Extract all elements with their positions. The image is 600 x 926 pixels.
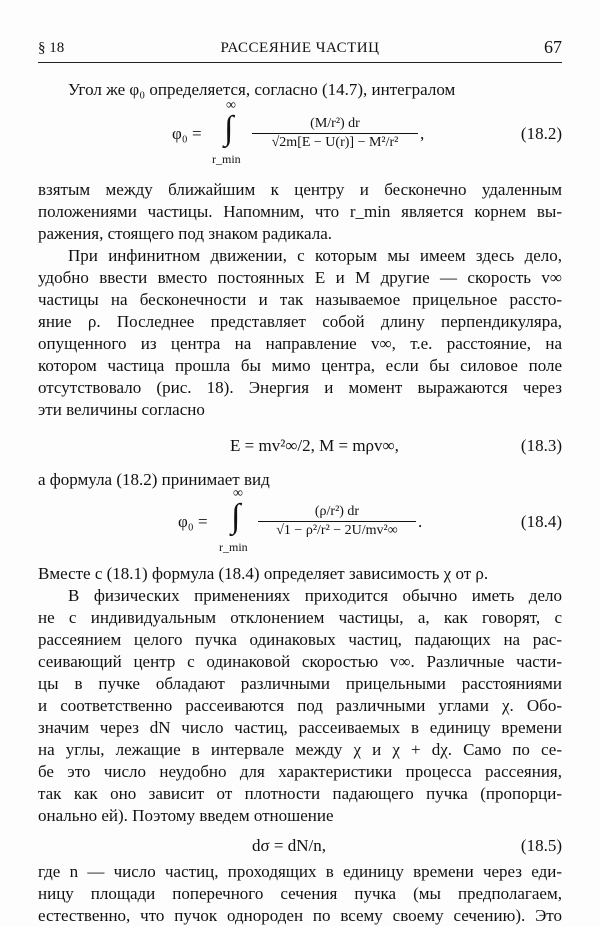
- paragraph-3-line: частицы на бесконечности и так называемое прицельное рассто-: [38, 290, 562, 309]
- eq-18-4-denominator: √1 − ρ²/r² − 2U/mv²∞: [276, 523, 398, 538]
- page-number: 67: [544, 37, 562, 57]
- paragraph-7-line: естественно, что пучок однороден по всему своему сечению). Это: [38, 906, 562, 925]
- integral-sign: ∫: [224, 110, 234, 147]
- paragraph-1-intro: Угол же φ₀ определяется, согласно (14.7), интегралом: [68, 80, 456, 99]
- eq-18-4-number: (18.4): [520, 512, 562, 531]
- eq-18-4-upper-limit: ∞: [233, 486, 243, 501]
- eq-18-4-fraction: [258, 504, 416, 539]
- paragraph-3-line: котором частица прошла бы мимо центра, если бы силовое поле: [38, 356, 562, 375]
- eq-18-4-numerator: (ρ/r²) dr: [258, 504, 416, 522]
- eq-18-5-formula: dσ = dN/n,: [252, 836, 327, 855]
- paragraph-4-intro: а формула (18.2) принимает вид: [38, 470, 270, 489]
- eq-18-2-lhs: φ₀ =: [172, 124, 202, 143]
- paragraph-2-line: ражения, стоящего под знаком радикала.: [38, 224, 333, 243]
- paragraph-6-line: В физических применениях приходится обычно иметь дело: [68, 586, 562, 605]
- paragraph-3-line: отсутствовало (рис. 18). Энергия и момент выражаются через: [38, 378, 562, 397]
- eq-18-4-trail: .: [418, 512, 423, 531]
- eq-18-4-lower-limit: r_min: [219, 540, 248, 554]
- eq-18-3-formula: E = mv²∞/2, M = mρv∞,: [230, 436, 399, 455]
- paragraph-3-line: опущенного из центра на направление v∞, т.е. расстояние, на: [38, 334, 562, 353]
- paragraph-6-line: значим через dN число частиц, рассеиваемых в единицу времени: [38, 718, 562, 737]
- paragraph-3-line: яние ρ. Последнее представляет собой длину перпендикуляра,: [38, 312, 562, 331]
- integral-sign: ∫: [231, 498, 241, 535]
- chapter-title: РАССЕЯНИЕ ЧАСТИЦ: [220, 40, 380, 56]
- paragraph-6-line: цы в пучке обладают различными прицельными расстояниями: [38, 674, 562, 693]
- paragraph-6-line: бе это число неудобно для характеристики процесса рассеяния,: [38, 762, 562, 781]
- paragraph-2-line: взятым между ближайшим к центру и бесконечно удаленным: [38, 180, 562, 199]
- section-number: § 18: [38, 40, 65, 56]
- eq-18-2-numerator: (M/r²) dr: [252, 116, 418, 134]
- eq-18-4-lhs: φ₀ =: [178, 512, 208, 531]
- eq-18-5-number: (18.5): [520, 836, 562, 855]
- paragraph-6-line: и соответственно рассеиваются под различными углами χ. Обо-: [38, 696, 562, 715]
- eq-18-2-upper-limit: ∞: [226, 98, 236, 113]
- paragraph-6-line: сеивающий центр с одинаковой скоростью v∞. Различные части-: [38, 652, 562, 671]
- paragraph-3-line: При инфинитном движении, с которым мы имеем здесь дело,: [68, 246, 562, 265]
- paragraph-3-line: эти величины согласно: [38, 400, 205, 419]
- eq-18-2-denominator: √2m[E − U(r)] − M²/r²: [271, 135, 399, 150]
- paragraph-2-line: положениями частицы. Напомним, что r_min является корнем вы-: [38, 202, 562, 221]
- eq-18-3-number: (18.3): [520, 436, 562, 455]
- paragraph-6-line: не с индивидуальным отклонением частицы, а, как говорят, с: [38, 608, 562, 627]
- paragraph-7-line: где n — число частиц, проходящих в единицу времени через еди-: [38, 862, 562, 881]
- paragraph-6-line: рассеянием целого пучка одинаковых частиц, падающих на рас-: [38, 630, 562, 649]
- paragraph-7-line: ницу площади поперечного сечения пучка (мы предполагаем,: [38, 884, 562, 903]
- paragraph-6-line: онально ей). Поэтому введем отношение: [38, 806, 334, 825]
- paragraph-6-line: на углы, лежащие в интервале между χ и χ + dχ. Само по се-: [38, 740, 562, 759]
- paragraph-5: Вместе с (18.1) формула (18.4) определяет зависимость χ от ρ.: [38, 564, 489, 583]
- paragraph-3-line: удобно ввести вместо постоянных E и M другие — скорость v∞: [38, 268, 562, 287]
- paragraph-6-line: так как оно зависит от плотности падающего пучка (пропорци-: [38, 784, 562, 803]
- eq-18-2-trail: ,: [420, 124, 425, 143]
- eq-18-2-lower-limit: r_min: [212, 152, 241, 166]
- eq-18-2-number: (18.2): [520, 124, 562, 143]
- eq-18-2-fraction: [252, 116, 418, 151]
- running-header: [38, 38, 562, 63]
